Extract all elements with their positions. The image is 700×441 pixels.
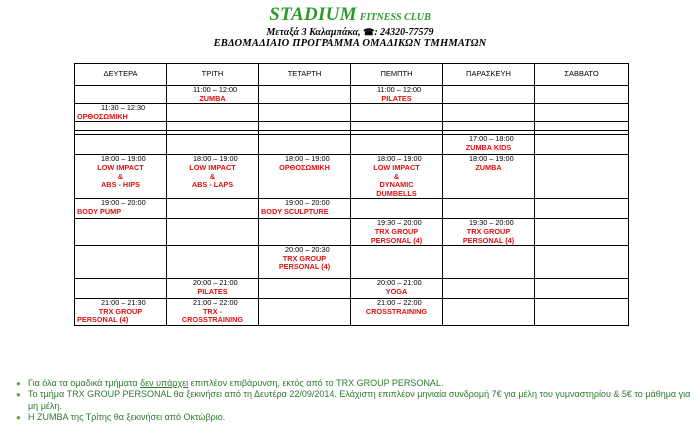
table-cell bbox=[259, 104, 351, 122]
table-row bbox=[75, 246, 629, 279]
class-slot bbox=[167, 279, 259, 299]
brand-name: STADIUM bbox=[269, 4, 357, 25]
phone-number: : 24320-77579 bbox=[374, 27, 434, 38]
bullet-icon: ● bbox=[16, 390, 21, 400]
class-name: LOW IMPACT bbox=[373, 162, 420, 172]
table-cell bbox=[443, 246, 535, 279]
class-slot bbox=[75, 104, 167, 122]
class-slot bbox=[351, 155, 443, 199]
table-cell bbox=[259, 219, 351, 246]
table-cell bbox=[167, 219, 259, 246]
table-cell bbox=[167, 122, 259, 131]
class-time: 11:00 – 12:00 bbox=[193, 85, 238, 94]
table-cell bbox=[443, 199, 535, 219]
class-time: 19:30 – 20:00 bbox=[377, 218, 422, 228]
table-cell bbox=[443, 279, 535, 299]
table-cell bbox=[75, 246, 167, 279]
bullet-icon: ● bbox=[16, 379, 21, 388]
address: Μεταξά 3 Καλαμπάκα, bbox=[266, 27, 361, 38]
class-name: LOW IMPACT bbox=[97, 162, 144, 172]
table-cell bbox=[535, 135, 629, 155]
class-time: 20:00 – 21:00 bbox=[377, 278, 422, 288]
table-cell bbox=[167, 104, 259, 122]
class-name: TRX GROUP bbox=[466, 226, 511, 236]
telephone-icon: ☎ bbox=[363, 27, 375, 37]
class-time: 20:00 – 21:00 bbox=[193, 278, 238, 288]
class-slot bbox=[75, 155, 167, 199]
day-header-friday: ΠΑΡΑΣΚΕΥΗ bbox=[443, 64, 535, 86]
table-cell bbox=[443, 122, 535, 131]
table-row bbox=[75, 122, 629, 131]
table-cell bbox=[443, 104, 535, 122]
table-cell bbox=[167, 246, 259, 279]
class-name: YOGA bbox=[385, 286, 408, 296]
note-item bbox=[14, 389, 692, 412]
class-slot bbox=[351, 279, 443, 299]
table-header-row bbox=[75, 64, 629, 86]
day-header-saturday: ΣΑΒΒΑΤΟ bbox=[535, 64, 629, 86]
note-text: Το τμήμα TRX GROUP PERSONAL θα ξεκινήσει από τη Δευτέρα 22/09/2014. Ελάχιστη επιπλέον μηνιαία συνδρομή 7€ για μέλη του γυμναστηρίου & 5€ το μάθημα για μη μέλη. bbox=[28, 389, 691, 411]
table-cell bbox=[535, 199, 629, 219]
class-name: TRX - bbox=[202, 306, 223, 316]
note-item bbox=[14, 412, 692, 423]
class-name: PERSONAL (4) bbox=[370, 235, 423, 245]
day-header-tuesday: ΤΡΙΤΗ bbox=[167, 64, 259, 86]
note-text: Για όλα τα ομαδικά τμήματα bbox=[28, 378, 141, 388]
class-slot bbox=[443, 219, 535, 246]
table-cell bbox=[167, 199, 259, 219]
class-name: & bbox=[209, 171, 216, 181]
schedule-page bbox=[0, 4, 700, 441]
table-cell bbox=[535, 279, 629, 299]
class-name: ΟΡΘΟΣΩΜΙΚΗ bbox=[77, 111, 128, 121]
class-name: BODY PUMP bbox=[77, 206, 122, 216]
class-name: ZUMBA bbox=[475, 162, 502, 172]
class-name: ABS - HIPS bbox=[101, 180, 140, 190]
table-cell bbox=[259, 122, 351, 131]
class-time: 18:00 – 19:00 bbox=[285, 154, 330, 164]
day-header-wednesday: ΤΕΤΑΡΤΗ bbox=[259, 64, 351, 86]
header bbox=[0, 4, 700, 50]
table-cell bbox=[535, 155, 629, 199]
class-time: 19:00 – 20:00 bbox=[285, 198, 330, 208]
table-row bbox=[75, 104, 629, 122]
table-cell bbox=[535, 219, 629, 246]
class-name: DYNAMIC bbox=[379, 180, 414, 190]
table-cell bbox=[75, 219, 167, 246]
address-line bbox=[0, 26, 700, 38]
table-cell bbox=[443, 86, 535, 104]
table-cell bbox=[535, 86, 629, 104]
table-row bbox=[75, 155, 629, 199]
class-name: PERSONAL (4) bbox=[462, 235, 515, 245]
table-cell bbox=[535, 299, 629, 326]
brand-subtitle: FITNESS CLUB bbox=[359, 12, 431, 23]
class-name: CROSSTRAINING bbox=[181, 315, 244, 325]
table-cell bbox=[351, 122, 443, 131]
class-slot bbox=[167, 86, 259, 104]
table-cell bbox=[75, 279, 167, 299]
class-name: & bbox=[117, 171, 124, 181]
class-name: PERSONAL (4) bbox=[278, 262, 331, 272]
class-slot bbox=[351, 219, 443, 246]
class-time: 11:30 – 12:30 bbox=[101, 103, 146, 113]
table-cell bbox=[351, 135, 443, 155]
day-header-monday: ΔΕΥΤΕΡΑ bbox=[75, 64, 167, 86]
class-name: TRX GROUP bbox=[374, 226, 419, 236]
class-time: 18:00 – 19:00 bbox=[193, 154, 238, 164]
table-cell bbox=[259, 299, 351, 326]
class-time: 19:30 – 20:00 bbox=[469, 218, 514, 228]
class-name: PILATES bbox=[381, 93, 412, 103]
table-cell bbox=[535, 246, 629, 279]
class-name: ΟΡΘΟΣΩΜΙΚΗ bbox=[279, 162, 330, 172]
class-name: ABS - LAPS bbox=[191, 180, 234, 190]
class-slot bbox=[259, 199, 351, 219]
class-time: 18:00 – 19:00 bbox=[469, 154, 514, 164]
note-text: επιπλέον επιβάρυνση, εκτός από το TRX GROUP PERSONAL. bbox=[188, 378, 444, 388]
class-slot bbox=[259, 246, 351, 279]
class-name: LOW IMPACT bbox=[189, 162, 236, 172]
class-name: ZUMBA KIDS bbox=[465, 142, 512, 152]
class-slot bbox=[259, 155, 351, 199]
class-name: BODY SCULPTURE bbox=[261, 206, 329, 216]
class-slot bbox=[75, 299, 167, 326]
class-name: CROSSTRAINING bbox=[365, 306, 428, 316]
table-row bbox=[75, 279, 629, 299]
table-cell bbox=[75, 122, 167, 131]
table-row bbox=[75, 199, 629, 219]
schedule-table bbox=[74, 63, 629, 326]
class-time: 19:00 – 20:00 bbox=[101, 198, 146, 208]
table-row bbox=[75, 219, 629, 246]
table-cell bbox=[259, 279, 351, 299]
table-cell bbox=[351, 246, 443, 279]
table-cell bbox=[351, 104, 443, 122]
class-name: ZUMBA bbox=[199, 93, 226, 103]
table-cell bbox=[167, 135, 259, 155]
class-time: 18:00 – 19:00 bbox=[377, 154, 422, 164]
class-slot bbox=[167, 155, 259, 199]
class-name: & bbox=[393, 171, 400, 181]
table-cell bbox=[535, 122, 629, 131]
class-time: 20:00 – 20:30 bbox=[285, 245, 330, 255]
class-time: 17:00 – 18:00 bbox=[469, 134, 514, 144]
notes-list bbox=[14, 378, 692, 423]
class-slot bbox=[351, 86, 443, 104]
class-slot bbox=[75, 199, 167, 219]
class-time: 21:00 – 22:00 bbox=[377, 298, 422, 308]
class-name: TRX GROUP bbox=[282, 253, 327, 263]
class-slot bbox=[351, 299, 443, 326]
table-cell bbox=[535, 104, 629, 122]
class-slot bbox=[443, 155, 535, 199]
class-slot bbox=[443, 135, 535, 155]
table-cell bbox=[75, 135, 167, 155]
bullet-icon: ● bbox=[16, 412, 21, 422]
note-emphasis: δεν υπάρχει bbox=[140, 378, 189, 388]
note-text: Η ZUMBA της Τρίτης θα ξεκινήσει από Οκτώβριο. bbox=[28, 411, 226, 422]
table-row bbox=[75, 135, 629, 155]
class-name: PERSONAL (4) bbox=[77, 315, 129, 325]
table-cell bbox=[259, 135, 351, 155]
class-name: DUMBELLS bbox=[376, 188, 417, 198]
table-cell bbox=[351, 199, 443, 219]
table-cell bbox=[443, 299, 535, 326]
class-time: 18:00 – 19:00 bbox=[101, 154, 146, 164]
class-name: PILATES bbox=[197, 286, 228, 296]
table-row bbox=[75, 299, 629, 326]
table-row bbox=[75, 86, 629, 104]
class-name: TRX GROUP bbox=[98, 306, 143, 316]
class-slot bbox=[167, 299, 259, 326]
program-title: ΕΒΔΟΜΑΔΙΑΙΟ ΠΡΟΓΡΑΜΜΑ ΟΜΑΔΙΚΩΝ ΤΜΗΜΑΤΩΝ bbox=[213, 38, 487, 49]
note-item bbox=[14, 378, 692, 389]
table-cell bbox=[259, 86, 351, 104]
class-time: 11:00 – 12:00 bbox=[377, 85, 422, 94]
class-time: 21:00 – 22:00 bbox=[193, 298, 238, 308]
day-header-thursday: ΠΕΜΠΤΗ bbox=[351, 64, 443, 86]
table-cell bbox=[75, 86, 167, 104]
brand-title bbox=[0, 4, 700, 26]
class-time: 21:00 – 21:30 bbox=[101, 298, 146, 308]
